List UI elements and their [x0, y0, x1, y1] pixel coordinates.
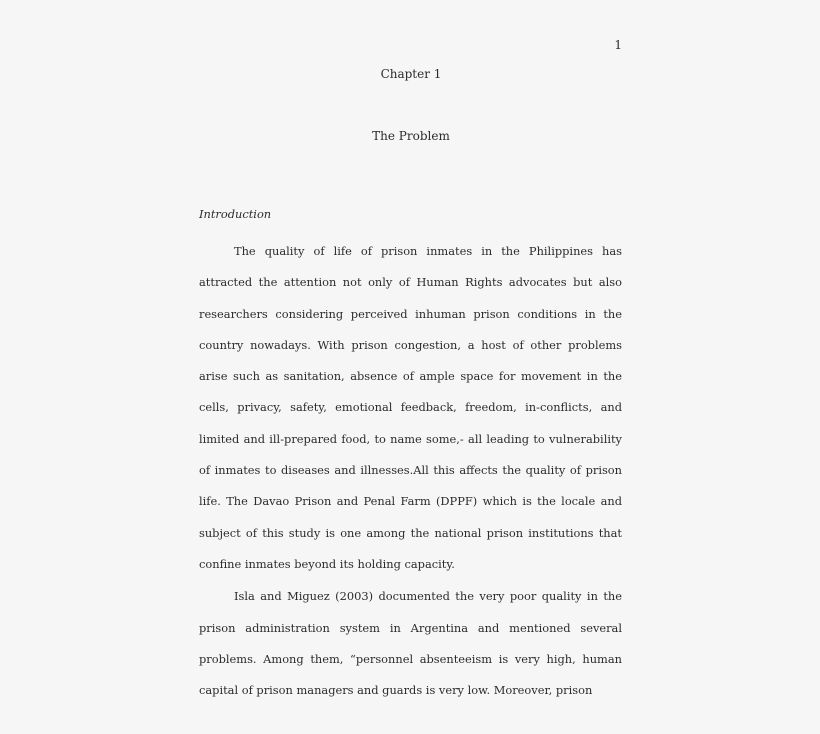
page-number: 1 — [614, 38, 622, 52]
section-heading-introduction: Introduction — [199, 207, 272, 221]
paragraph-2: Isla and Miguez (2003) documented the very poor quality in the prison administration system in Argentina and mentioned several problems. Among them, “personnel absenteeism is very high, human capital of prison managers and guards is very low. Moreover, prison — [199, 589, 622, 698]
paragraph-1: The quality of life of prison inmates in the Philippines has attracted the attention not only of Human Rights advocates but also researchers considering perceived inhuman prison conditions in the country nowadays. With prison congestion, a host of other problems arise such as sanitation, absence of ample space for movement in the cells, privacy, safety, emotional feedback, freedom, in-conflicts, and limited and ill-prepared food, to name some,- all leading to vulnerability of inmates to diseases and illnesses.All this affects the quality of prison life. The Davao Prison and Penal Farm (DPPF) which is the locale and subject of this study is one among the national prison institutions that confine inmates beyond its holding capacity. — [199, 244, 622, 571]
document-title: The Problem — [372, 129, 450, 143]
chapter-heading: Chapter 1 — [380, 67, 442, 81]
document-body — [199, 205, 622, 706]
